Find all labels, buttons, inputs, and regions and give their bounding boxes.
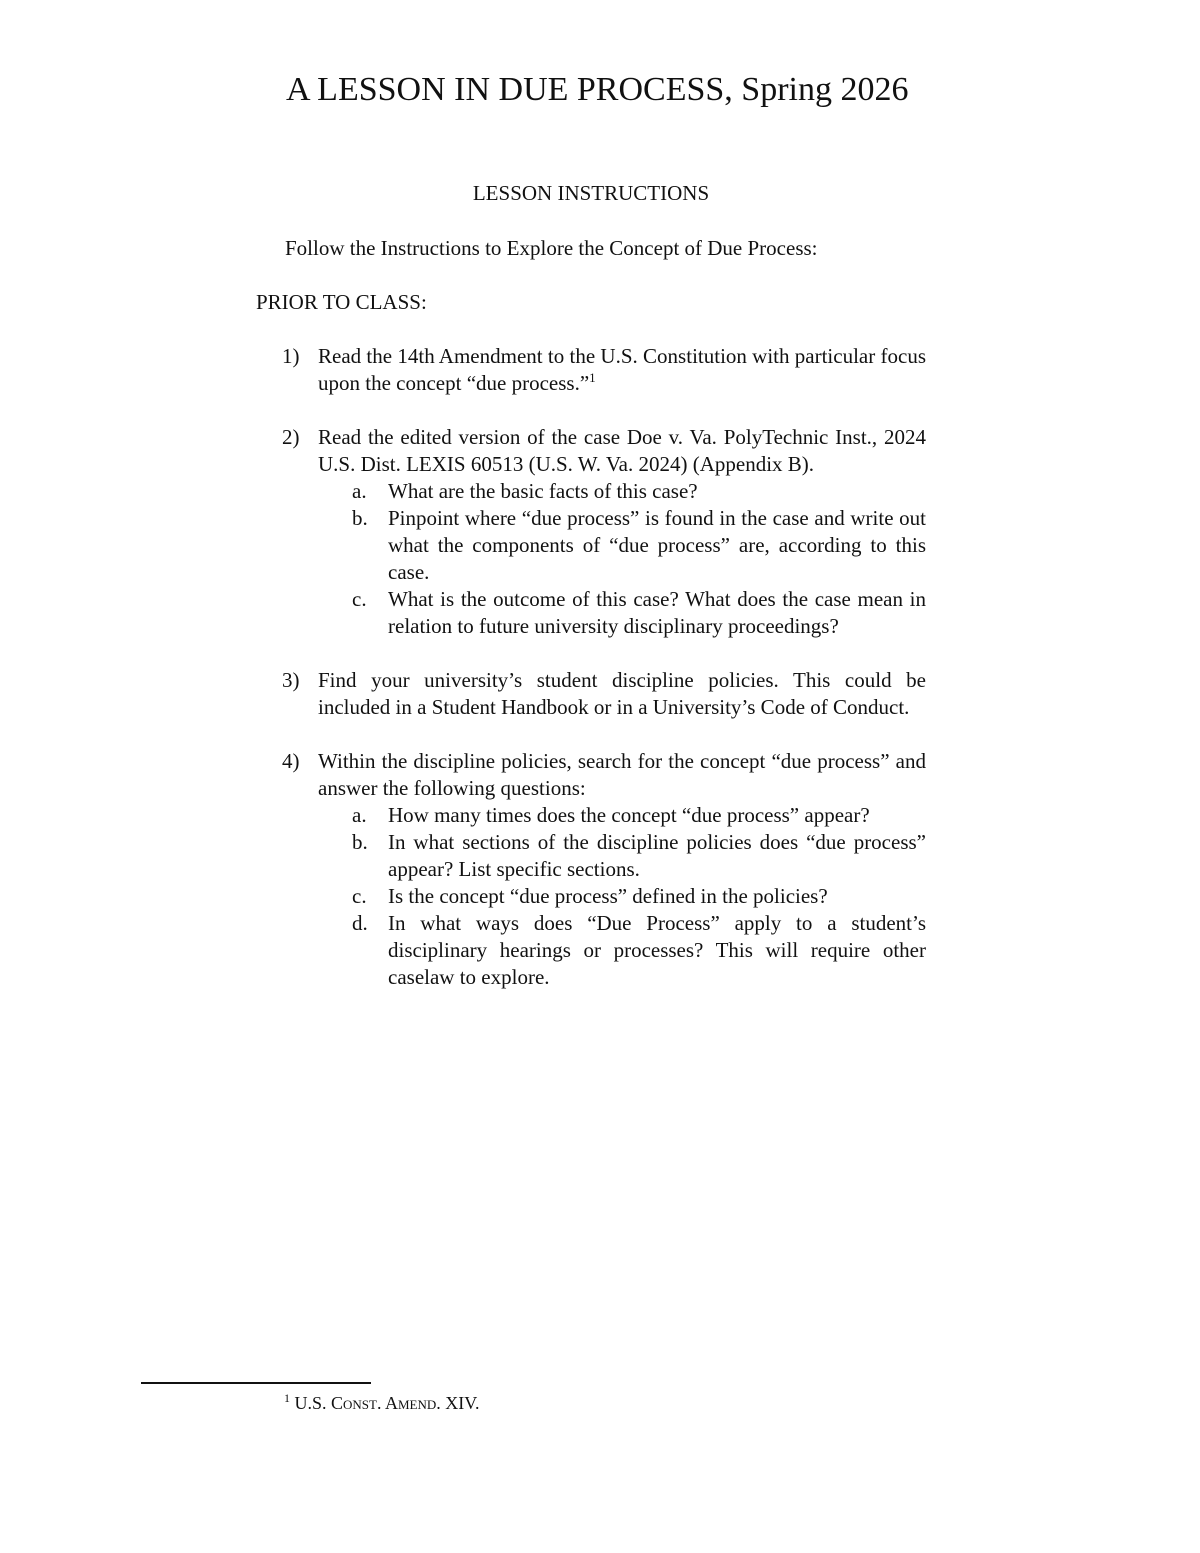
footnote-prefix: U.S. [294, 1393, 332, 1413]
sub-item-letter: a. [352, 803, 367, 827]
prior-to-class-heading: PRIOR TO CLASS: [256, 290, 427, 314]
document-title: A LESSON IN DUE PROCESS, Spring 2026 [286, 71, 909, 108]
sub-item [256, 829, 926, 883]
sub-item [256, 505, 926, 586]
list-item [256, 748, 926, 991]
item-number: 1) [282, 344, 300, 368]
sub-item-text: In what sections of the discipline policies does “due process” appear? List specific sections. [388, 830, 926, 881]
sub-item-text: What are the basic facts of this case? [388, 479, 698, 503]
item-text: Read the edited version of the case Doe v. Va. PolyTechnic Inst., 2024 U.S. Dist. LEXIS 60513 (U.S. W. Va. 2024) (Appendix B). [318, 425, 926, 476]
sub-item [256, 478, 926, 505]
list-item [256, 667, 926, 721]
sub-item-text: What is the outcome of this case? What does the case mean in relation to future university disciplinary proceedings? [388, 587, 926, 638]
instruction-list [256, 343, 926, 1018]
sub-item-text: How many times does the concept “due process” appear? [388, 803, 870, 827]
sub-item-letter: b. [352, 506, 368, 530]
intro-paragraph: Follow the Instructions to Explore the Concept of Due Process: [285, 236, 818, 260]
sub-item-letter: c. [352, 587, 367, 611]
sub-item-text: In what ways does “Due Process” apply to a student’s disciplinary hearings or processes? This will require other caselaw to explore. [388, 911, 926, 989]
sub-item [256, 586, 926, 640]
footnote-reference[interactable]: 1 [589, 370, 596, 385]
item-number: 4) [282, 749, 300, 773]
sub-item [256, 802, 926, 829]
sub-item [256, 883, 926, 910]
sub-item-text: Pinpoint where “due process” is found in the case and write out what the components of “due process” are, according to this case. [388, 506, 926, 584]
footnote-smallcaps: Const. Amend. [331, 1393, 441, 1413]
list-item [256, 343, 926, 397]
sub-item-letter: a. [352, 479, 367, 503]
footnote [284, 1392, 479, 1414]
sub-item [256, 910, 926, 991]
footnote-mark: 1 [284, 1391, 290, 1405]
footnote-suffix: XIV. [440, 1393, 480, 1413]
lesson-instructions-heading: LESSON INSTRUCTIONS [472, 181, 710, 205]
item-text: Read the 14th Amendment to the U.S. Constitution with particular focus upon the concept “due process.” [318, 344, 926, 395]
sub-item-letter: b. [352, 830, 368, 854]
item-number: 3) [282, 668, 300, 692]
sub-item-letter: c. [352, 884, 367, 908]
sub-item-text: Is the concept “due process” defined in the policies? [388, 884, 828, 908]
footnote-separator [141, 1382, 371, 1384]
item-text: Within the discipline policies, search for the concept “due process” and answer the following questions: [318, 749, 926, 800]
list-item [256, 424, 926, 640]
sub-item-letter: d. [352, 911, 368, 935]
item-number: 2) [282, 425, 300, 449]
item-text: Find your university’s student discipline policies. This could be included in a Student Handbook or in a University’s Code of Conduct. [318, 668, 926, 719]
